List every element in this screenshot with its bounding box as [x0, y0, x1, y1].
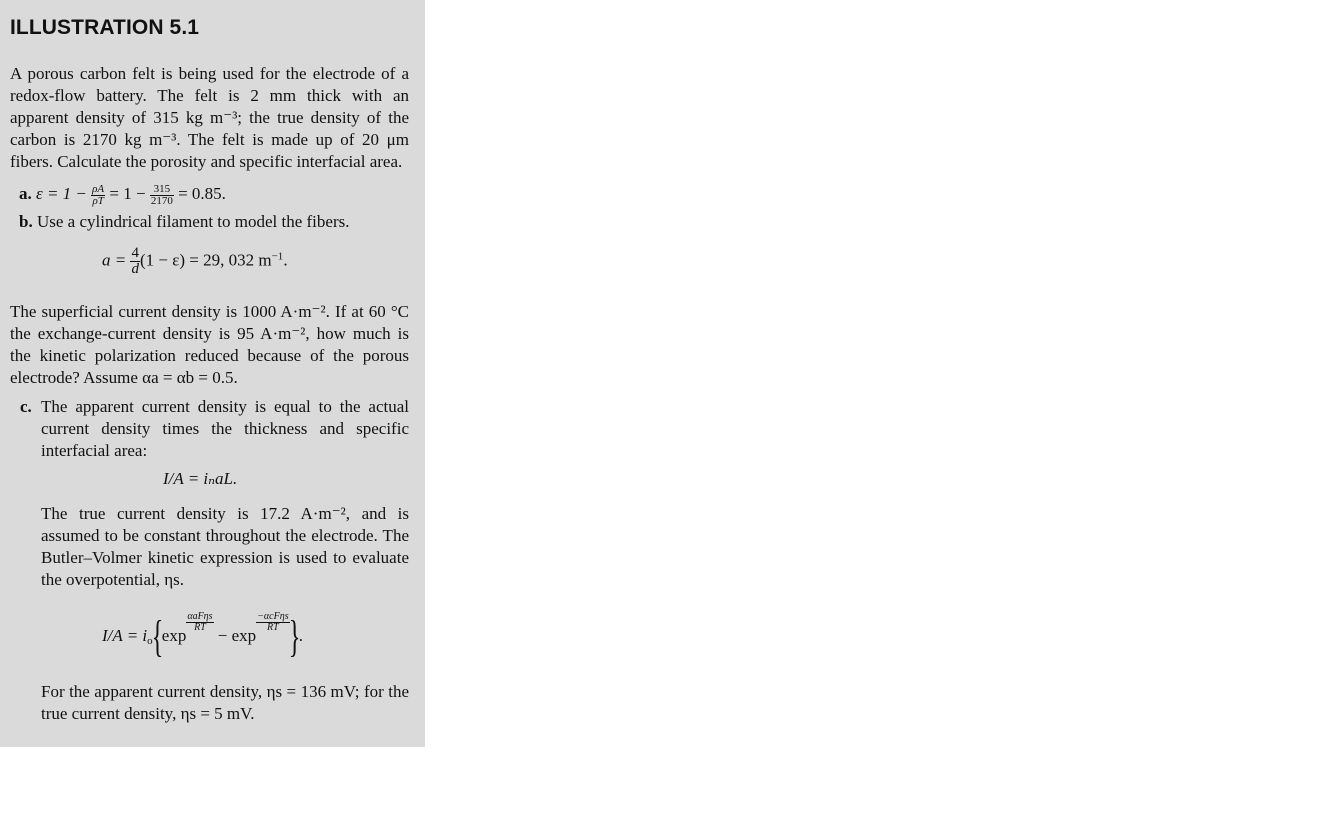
bv-sub: o — [147, 635, 153, 647]
bv-exp2-num: −αcFηs — [257, 611, 289, 622]
area-fraction — [130, 246, 140, 277]
part-b-text: Use a cylindrical filament to model the fibers. — [36, 212, 350, 231]
part-a — [19, 183, 409, 207]
illustration-title: ILLUSTRATION 5.1 — [10, 16, 200, 39]
porosity-fraction-2 — [150, 184, 174, 207]
right-brace-icon: } — [288, 612, 300, 662]
butler-volmer-equation — [102, 611, 303, 662]
bv-exp2-exponent — [256, 612, 289, 633]
area-equation — [102, 246, 288, 277]
area-eq-rhs: (1 − ε) = 29, 032 m — [139, 250, 272, 270]
left-brace-icon: { — [151, 612, 164, 662]
bv-exp1-den: RT — [194, 622, 206, 633]
porosity-frac2-den: 2170 — [150, 194, 173, 207]
bv-lhs: I/A = i — [102, 626, 148, 645]
part-a-mid: = 1 − — [109, 184, 146, 203]
porosity-frac2-num: 315 — [150, 184, 174, 196]
result-paragraph: For the apparent current density, ηs = 136 mV; for the true current density, ηs = 5 mV. — [41, 682, 409, 723]
current-eq-text: I/A = iₙaL. — [163, 469, 238, 488]
porosity-frac1-num: ρA — [92, 182, 105, 195]
area-eq-exp: −1 — [271, 250, 284, 263]
area-frac-num: 4 — [131, 245, 139, 261]
bv-exp1-exponent — [186, 612, 213, 633]
part-c — [20, 396, 409, 462]
part-c-label: c. — [20, 397, 32, 416]
part-c-text: The apparent current density is equal to the actual current density times the thickness and specific interfacial area: — [41, 397, 409, 460]
illustration-box — [0, 0, 425, 747]
bv-exp2-den: RT — [267, 622, 279, 633]
porosity-fraction-1 — [91, 184, 105, 207]
bv-exp1-num: αaFηs — [187, 611, 213, 622]
bv-minus: − exp — [217, 626, 257, 645]
part-b — [19, 211, 409, 233]
porosity-frac1-den: ρT — [92, 194, 104, 207]
area-eq-lhs: a = — [102, 250, 127, 270]
true-current-paragraph: The true current density is 17.2 A·m⁻², and is assumed to be constant throughout the electrode. The Butler–Volmer kinetic expression is used to evaluate the overpotential, ηs. — [41, 504, 409, 589]
part-a-result: = 0.85. — [178, 184, 226, 203]
intro-paragraph: A porous carbon felt is being used for the electrode of a redox-flow battery. The felt is 2 mm thick with an apparent density of 315 kg m⁻³; the true density of the carbon is 2170 kg m⁻³. The felt is made up of 20 μm fibers. Calculate the porosity and specific interfacial area. — [10, 64, 409, 171]
part-b-label: b. — [19, 212, 33, 231]
area-frac-den: d — [131, 261, 139, 277]
kinetic-paragraph: The superficial current density is 1000 A·m⁻². If at 60 °C the exchange-current density is 95 A·m⁻², how much is the kinetic polarization reduced because of the porous electrode? Assume αa = αb = 0.5. — [10, 302, 409, 387]
bv-end: . — [298, 626, 303, 645]
current-equation — [163, 468, 237, 490]
area-eq-end: . — [283, 250, 288, 270]
bv-exp1: exp — [161, 626, 187, 645]
part-a-lhs: ε = 1 − — [36, 184, 87, 203]
part-a-label: a. — [19, 184, 32, 203]
